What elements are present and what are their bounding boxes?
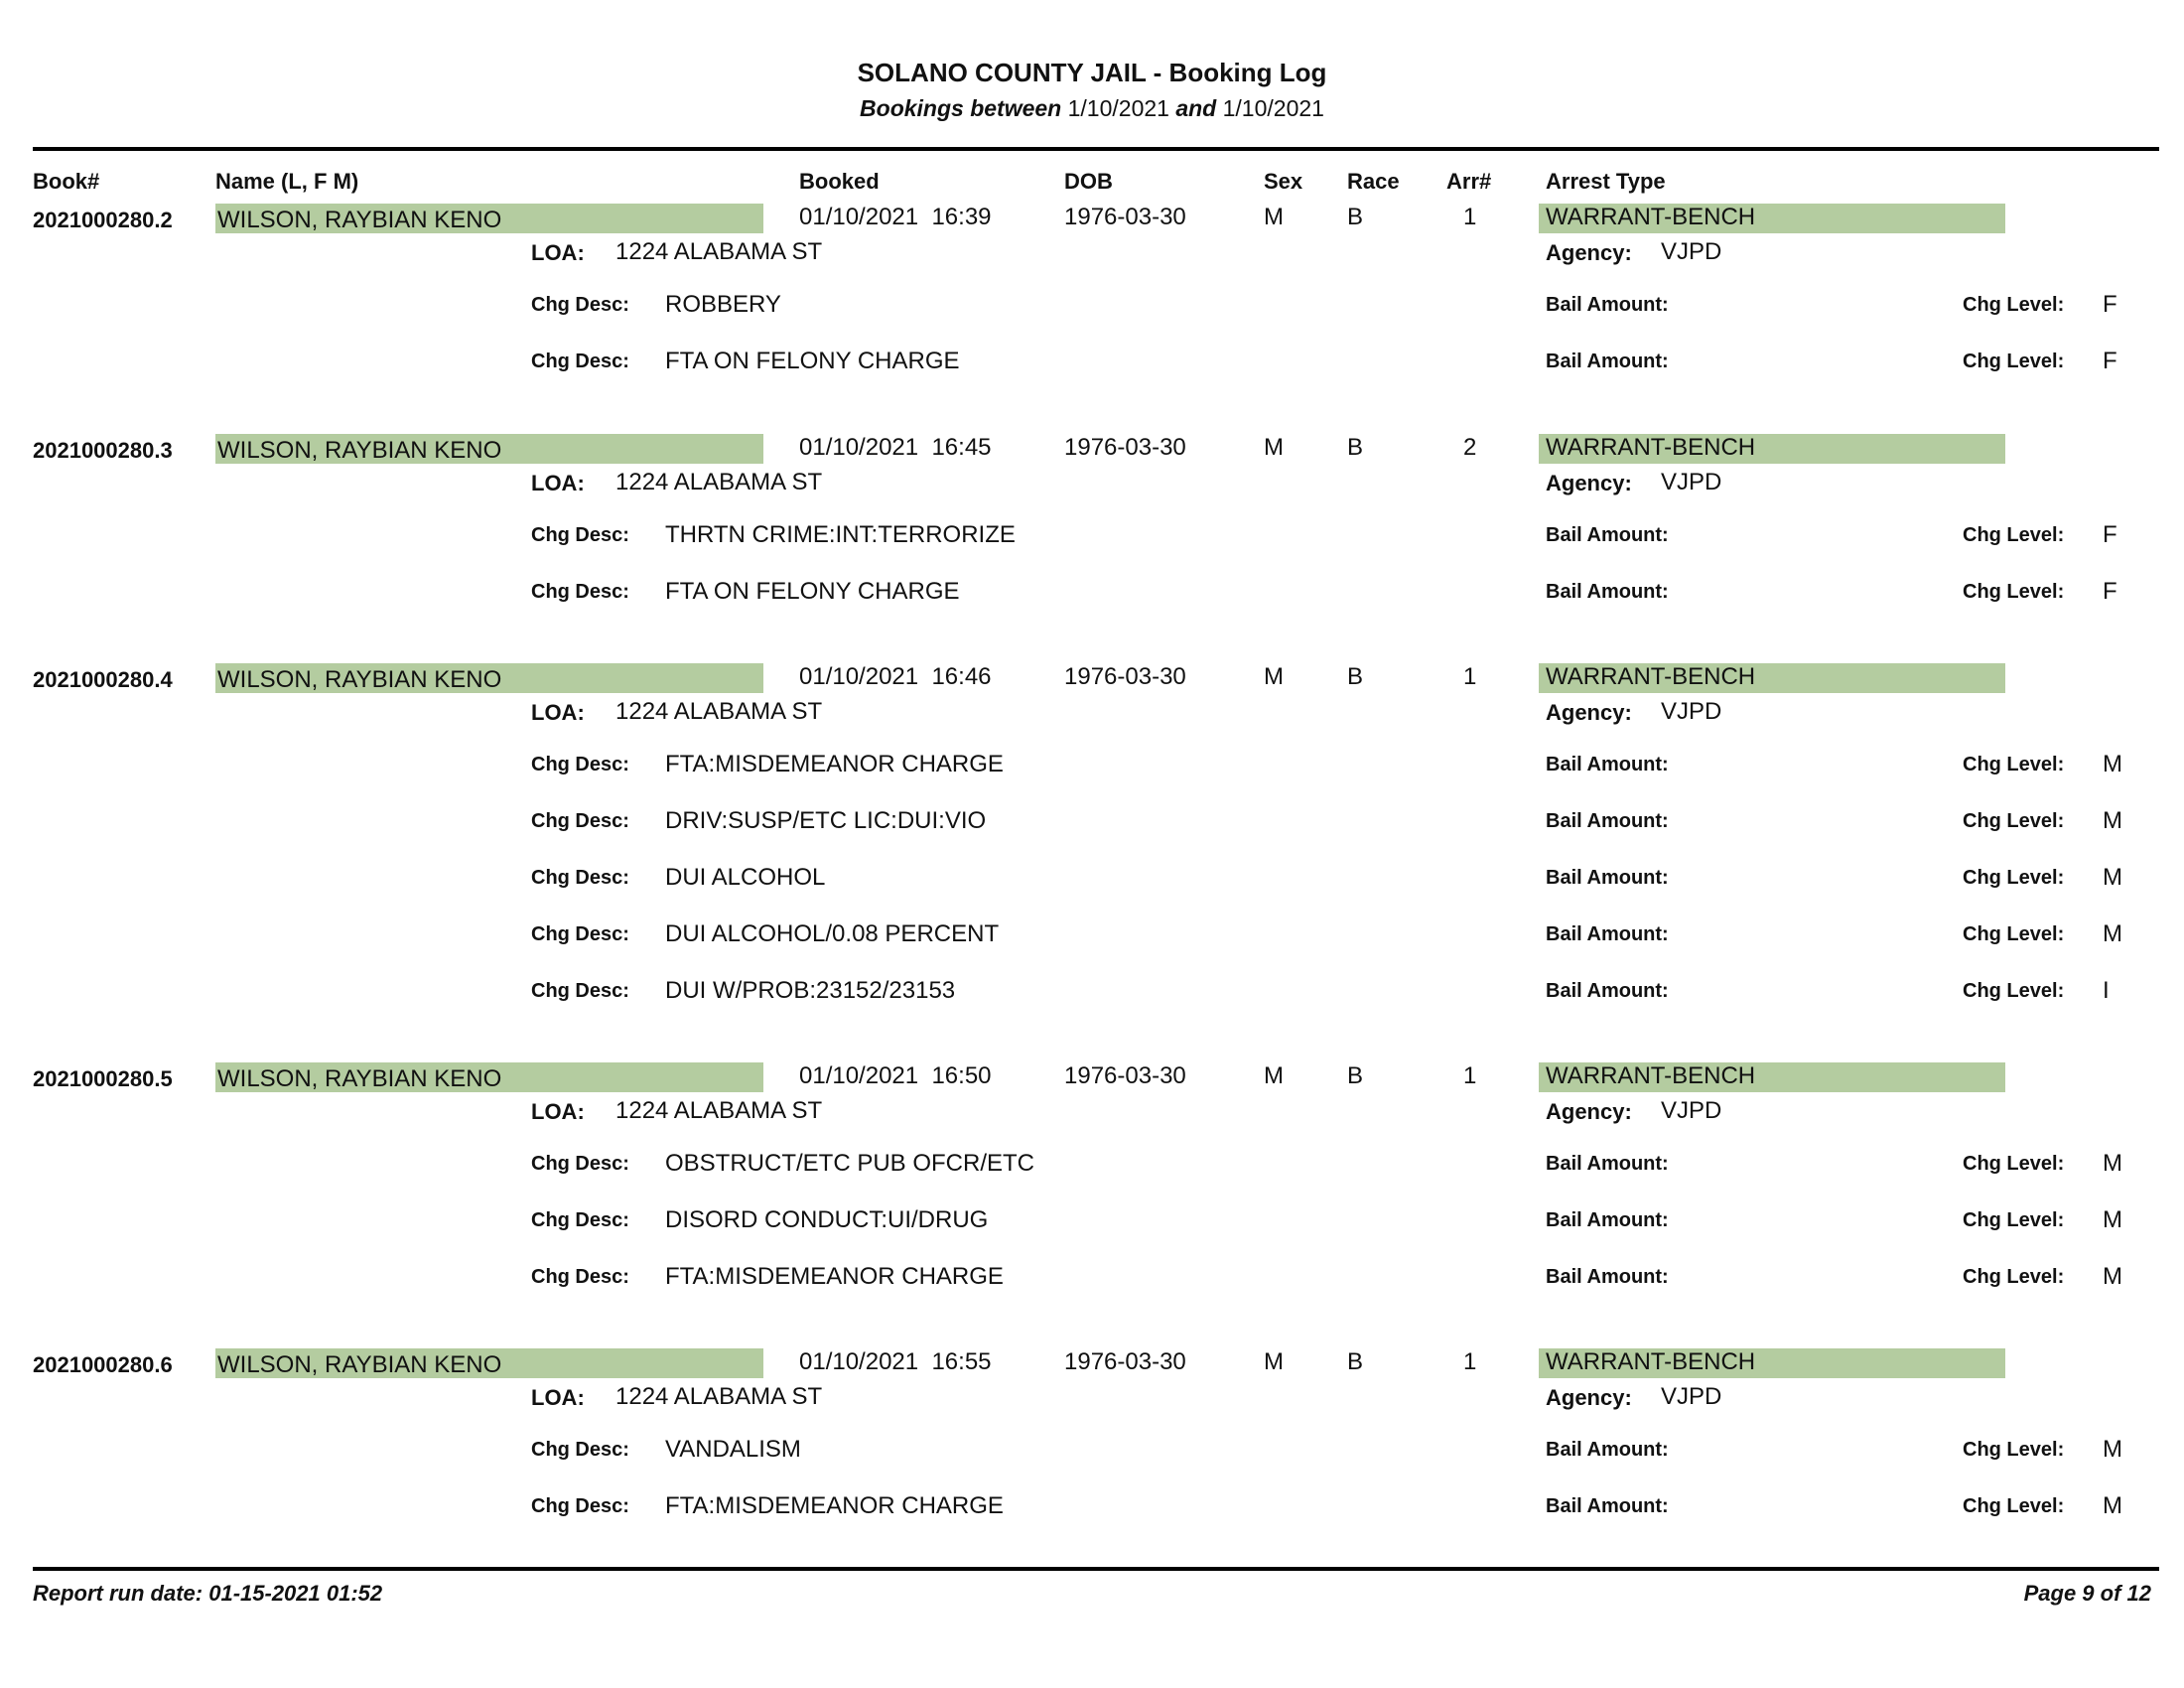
dob: 1976-03-30 (1064, 1062, 1186, 1089)
col-book: Book# (33, 169, 100, 194)
arrest-number: 1 (1463, 204, 1477, 230)
col-arrest-type: Arrest Type (1546, 169, 1666, 194)
bail-amount-label: Bail Amount: (1546, 754, 1669, 775)
booked-datetime: 01/10/2021 16:50 (799, 1062, 992, 1089)
person-name: WILSON, RAYBIAN KENO (217, 437, 502, 464)
report-run-date: Report run date: 01-15-2021 01:52 (33, 1581, 383, 1606)
charge-level: M (2103, 1263, 2122, 1290)
charge-description: DRIV:SUSP/ETC LIC:DUI:VIO (665, 807, 987, 834)
chg-desc-label: Chg Desc: (531, 1153, 629, 1175)
sex: M (1264, 663, 1284, 690)
chg-desc-label: Chg Desc: (531, 754, 629, 775)
charge-description: OBSTRUCT/ETC PUB OFCR/ETC (665, 1150, 1035, 1177)
col-sex: Sex (1264, 169, 1303, 194)
race: B (1347, 204, 1364, 230)
arrest-number: 1 (1463, 663, 1477, 690)
chg-desc-label: Chg Desc: (531, 1495, 629, 1517)
agency-label: Agency: (1546, 240, 1632, 265)
chg-desc-label: Chg Desc: (531, 524, 629, 546)
charge-level: M (2103, 1150, 2122, 1177)
loa-value: 1224 ALABAMA ST (615, 469, 823, 495)
chg-desc-label: Chg Desc: (531, 1266, 629, 1288)
race: B (1347, 434, 1364, 461)
charge-description: DUI W/PROB:23152/23153 (665, 977, 956, 1004)
dob: 1976-03-30 (1064, 434, 1186, 461)
loa-label: LOA: (531, 1099, 585, 1124)
dob: 1976-03-30 (1064, 1348, 1186, 1375)
loa-label: LOA: (531, 700, 585, 725)
report-title: SOLANO COUNTY JAIL - Booking Log (857, 58, 1327, 87)
bail-amount-label: Bail Amount: (1546, 1439, 1669, 1461)
col-booked: Booked (799, 169, 880, 194)
dob: 1976-03-30 (1064, 663, 1186, 690)
bail-amount-label: Bail Amount: (1546, 867, 1669, 889)
chg-level-label: Chg Level: (1963, 754, 2065, 775)
bail-amount-label: Bail Amount: (1546, 581, 1669, 603)
subtitle-and: and (1175, 95, 1217, 121)
bail-amount-label: Bail Amount: (1546, 1153, 1669, 1175)
charge-level: M (2103, 864, 2122, 891)
chg-level-label: Chg Level: (1963, 867, 2065, 889)
book-number: 2021000280.5 (33, 1066, 173, 1091)
charge-level: M (2103, 920, 2122, 947)
bail-amount-label: Bail Amount: (1546, 524, 1669, 546)
chg-level-label: Chg Level: (1963, 923, 2065, 945)
col-race: Race (1347, 169, 1400, 194)
charge-level: F (2103, 348, 2117, 374)
agency-label: Agency: (1546, 471, 1632, 495)
col-arr: Arr# (1446, 169, 1492, 194)
sex: M (1264, 204, 1284, 230)
book-number: 2021000280.6 (33, 1352, 173, 1377)
charge-level: M (2103, 1206, 2122, 1233)
chg-desc-label: Chg Desc: (531, 581, 629, 603)
chg-level-label: Chg Level: (1963, 581, 2065, 603)
chg-level-label: Chg Level: (1963, 1495, 2065, 1517)
charge-description: FTA:MISDEMEANOR CHARGE (665, 751, 1004, 777)
booked-datetime: 01/10/2021 16:46 (799, 663, 992, 690)
booked-datetime: 01/10/2021 16:39 (799, 204, 992, 230)
agency-label: Agency: (1546, 1385, 1632, 1410)
book-number: 2021000280.3 (33, 438, 173, 463)
agency-value: VJPD (1661, 238, 1722, 265)
bail-amount-label: Bail Amount: (1546, 1495, 1669, 1517)
loa-label: LOA: (531, 1385, 585, 1410)
chg-level-label: Chg Level: (1963, 524, 2065, 546)
header-rule (33, 147, 2159, 151)
charge-level: F (2103, 578, 2117, 605)
booked-datetime: 01/10/2021 16:45 (799, 434, 992, 461)
book-number: 2021000280.2 (33, 208, 173, 232)
page-number: Page 9 of 12 (2023, 1581, 2151, 1606)
charge-description: FTA:MISDEMEANOR CHARGE (665, 1263, 1004, 1290)
charge-level: M (2103, 751, 2122, 777)
bail-amount-label: Bail Amount: (1546, 1209, 1669, 1231)
chg-desc-label: Chg Desc: (531, 351, 629, 372)
person-name: WILSON, RAYBIAN KENO (217, 666, 502, 693)
charge-description: ROBBERY (665, 291, 781, 318)
bail-amount-label: Bail Amount: (1546, 294, 1669, 316)
charge-description: DUI ALCOHOL/0.08 PERCENT (665, 920, 1000, 947)
charge-description: DISORD CONDUCT:UI/DRUG (665, 1206, 989, 1233)
loa-value: 1224 ALABAMA ST (615, 238, 823, 265)
dob: 1976-03-30 (1064, 204, 1186, 230)
charge-level: M (2103, 1436, 2122, 1463)
loa-value: 1224 ALABAMA ST (615, 1097, 823, 1124)
charge-level: I (2103, 977, 2110, 1004)
bail-amount-label: Bail Amount: (1546, 923, 1669, 945)
chg-desc-label: Chg Desc: (531, 1209, 629, 1231)
bail-amount-label: Bail Amount: (1546, 810, 1669, 832)
chg-desc-label: Chg Desc: (531, 923, 629, 945)
agency-value: VJPD (1661, 698, 1722, 725)
chg-desc-label: Chg Desc: (531, 867, 629, 889)
bail-amount-label: Bail Amount: (1546, 1266, 1669, 1288)
agency-value: VJPD (1661, 1097, 1722, 1124)
charge-level: M (2103, 1492, 2122, 1519)
chg-level-label: Chg Level: (1963, 351, 2065, 372)
date-to: 1/10/2021 (1222, 95, 1324, 121)
loa-value: 1224 ALABAMA ST (615, 698, 823, 725)
book-number: 2021000280.4 (33, 667, 173, 692)
arrest-number: 1 (1463, 1348, 1477, 1375)
race: B (1347, 663, 1364, 690)
booked-datetime: 01/10/2021 16:55 (799, 1348, 992, 1375)
arrest-type: WARRANT-BENCH (1546, 434, 1756, 461)
charge-description: THRTN CRIME:INT:TERRORIZE (665, 521, 1016, 548)
charge-description: FTA:MISDEMEANOR CHARGE (665, 1492, 1004, 1519)
chg-level-label: Chg Level: (1963, 1266, 2065, 1288)
charge-description: FTA ON FELONY CHARGE (665, 578, 960, 605)
col-name: Name (L, F M) (215, 169, 359, 194)
charge-level: F (2103, 521, 2117, 548)
chg-desc-label: Chg Desc: (531, 294, 629, 316)
loa-label: LOA: (531, 471, 585, 495)
col-dob: DOB (1064, 169, 1113, 194)
chg-level-label: Chg Level: (1963, 1209, 2065, 1231)
chg-level-label: Chg Level: (1963, 1439, 2065, 1461)
chg-level-label: Chg Level: (1963, 810, 2065, 832)
bail-amount-label: Bail Amount: (1546, 351, 1669, 372)
arrest-type: WARRANT-BENCH (1546, 204, 1756, 230)
agency-label: Agency: (1546, 700, 1632, 725)
chg-desc-label: Chg Desc: (531, 980, 629, 1002)
chg-desc-label: Chg Desc: (531, 1439, 629, 1461)
agency-label: Agency: (1546, 1099, 1632, 1124)
loa-label: LOA: (531, 240, 585, 265)
agency-value: VJPD (1661, 1383, 1722, 1410)
race: B (1347, 1062, 1364, 1089)
loa-value: 1224 ALABAMA ST (615, 1383, 823, 1410)
person-name: WILSON, RAYBIAN KENO (217, 1065, 502, 1092)
chg-level-label: Chg Level: (1963, 980, 2065, 1002)
agency-value: VJPD (1661, 469, 1722, 495)
sex: M (1264, 434, 1284, 461)
sex: M (1264, 1348, 1284, 1375)
charge-description: FTA ON FELONY CHARGE (665, 348, 960, 374)
charge-level: M (2103, 807, 2122, 834)
charge-level: F (2103, 291, 2117, 318)
subtitle-prefix: Bookings between (860, 95, 1062, 121)
sex: M (1264, 1062, 1284, 1089)
charge-description: VANDALISM (665, 1436, 801, 1463)
arrest-number: 2 (1463, 434, 1477, 461)
chg-level-label: Chg Level: (1963, 294, 2065, 316)
footer-rule (33, 1567, 2159, 1571)
charge-description: DUI ALCOHOL (665, 864, 826, 891)
person-name: WILSON, RAYBIAN KENO (217, 207, 502, 233)
chg-desc-label: Chg Desc: (531, 810, 629, 832)
race: B (1347, 1348, 1364, 1375)
chg-level-label: Chg Level: (1963, 1153, 2065, 1175)
person-name: WILSON, RAYBIAN KENO (217, 1351, 502, 1378)
bail-amount-label: Bail Amount: (1546, 980, 1669, 1002)
date-from: 1/10/2021 (1067, 95, 1169, 121)
arrest-type: WARRANT-BENCH (1546, 1348, 1756, 1375)
arrest-type: WARRANT-BENCH (1546, 1062, 1756, 1089)
report-subtitle (0, 95, 2184, 122)
arrest-number: 1 (1463, 1062, 1477, 1089)
arrest-type: WARRANT-BENCH (1546, 663, 1756, 690)
